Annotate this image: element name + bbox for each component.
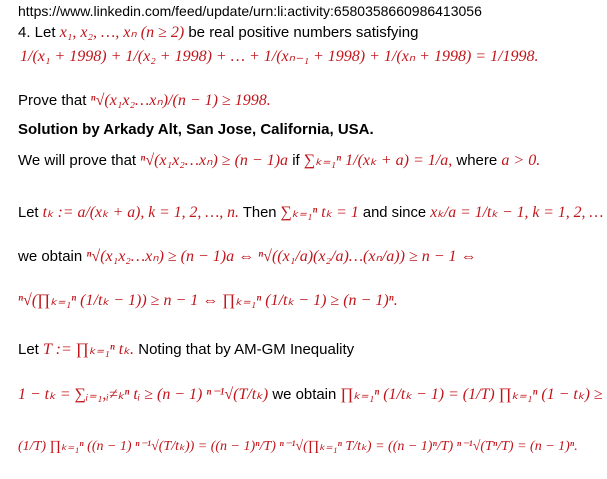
- formula-xk-over-a: xₖ/a = 1/tₖ − 1, k = 1, 2, …: [430, 204, 604, 221]
- separator: ,: [177, 121, 187, 138]
- solution-line-2: [18, 204, 603, 222]
- formula-equivalence-1: ⁿ√(x₁x₂…xₙ) ≥ (n − 1)a ⇔ ⁿ√((x₁/a)(x₂/a)…(xₙ/a)) ≥ n − 1 ⇔: [86, 248, 477, 265]
- text: we obtain: [268, 386, 341, 403]
- text: where: [452, 152, 502, 169]
- problem-intro: 4. Let: [18, 24, 60, 41]
- solution-line-5: [18, 341, 354, 359]
- text: and since: [358, 204, 431, 221]
- separator: ,: [251, 121, 261, 138]
- text: we obtain: [18, 248, 87, 265]
- formula-am-gm: 1 − tₖ = ∑ᵢ₌₁,ᵢ≠ₖⁿ tᵢ ≥ (n − 1) ⁿ⁻¹√(T/tₖ): [18, 386, 269, 403]
- solution-line-3: [18, 248, 477, 266]
- solution-prefix: Solution by: [18, 121, 104, 138]
- problem-intro-tail: be real positive numbers satisfying: [184, 24, 419, 41]
- formula-a-positive: a > 0.: [501, 152, 541, 169]
- text: Let: [18, 204, 43, 221]
- formula-product: ∏ₖ₌₁ⁿ (1/tₖ − 1) = (1/T) ∏ₖ₌₁ⁿ (1 − tₖ) ≥: [340, 386, 603, 403]
- formula-sum-condition: ∑ₖ₌₁ⁿ 1/(xₖ + a) = 1/a,: [303, 152, 453, 169]
- text: if: [288, 152, 304, 169]
- formula-root-ineq: ⁿ√(x₁x₂…xₙ) ≥ (n − 1)a: [140, 152, 289, 169]
- prove-label: Prove that: [18, 92, 91, 109]
- city-name: San Jose: [186, 121, 252, 138]
- formula-tk-definition: tₖ := a/(xₖ + a), k = 1, 2, …, n.: [42, 204, 239, 221]
- prove-formula: ⁿ√(x₁x₂…xₙ)/(n − 1) ≥ 1998.: [90, 92, 271, 109]
- solution-line-6: [18, 386, 603, 404]
- formula-T-definition: T := ∏ₖ₌₁ⁿ tₖ.: [43, 341, 135, 358]
- state-name: California: [260, 121, 330, 138]
- solution-line-1: [18, 152, 540, 170]
- text: Noting that by AM-GM Inequality: [134, 341, 355, 358]
- solution-line-4: ⁿ√(∏ₖ₌₁ⁿ (1/tₖ − 1)) ≥ n − 1 ⇔ ∏ₖ₌₁ⁿ (1/tₖ − 1) ≥ (n − 1)ⁿ.: [18, 292, 398, 309]
- period: .: [369, 121, 374, 138]
- problem-statement: [18, 24, 418, 42]
- author-name: Arkady Alt: [103, 121, 178, 138]
- problem-variables: x₁, x₂, …, xₙ (n ≥ 2): [59, 24, 185, 41]
- text: We will prove that: [18, 152, 141, 169]
- prove-statement: [18, 92, 271, 110]
- text: Then: [238, 204, 281, 221]
- country-name: USA: [337, 121, 370, 138]
- text: Let: [18, 341, 44, 358]
- problem-equation: 1/(x₁ + 1998) + 1/(x₂ + 1998) + … + 1/(xₙ₋₁ + 1998) + 1/(xₙ + 1998) = 1/1998.: [20, 48, 539, 65]
- solution-header: [18, 121, 374, 139]
- source-url: https://www.linkedin.com/feed/update/urn:li:activity:6580358660986413056: [18, 3, 482, 19]
- separator: ,: [329, 121, 338, 138]
- solution-line-7: (1/T) ∏ₖ₌₁ⁿ ((n − 1) ⁿ⁻¹√(T/tₖ)) = ((n − 1)ⁿ/T) ⁿ⁻¹√(∏ₖ₌₁ⁿ T/tₖ) = ((n − 1)ⁿ/T) ⁿ⁻¹√(Tⁿ/T) = (n − 1)ⁿ.: [18, 439, 578, 454]
- formula-tk-sum: ∑ₖ₌₁ⁿ tₖ = 1: [280, 204, 359, 221]
